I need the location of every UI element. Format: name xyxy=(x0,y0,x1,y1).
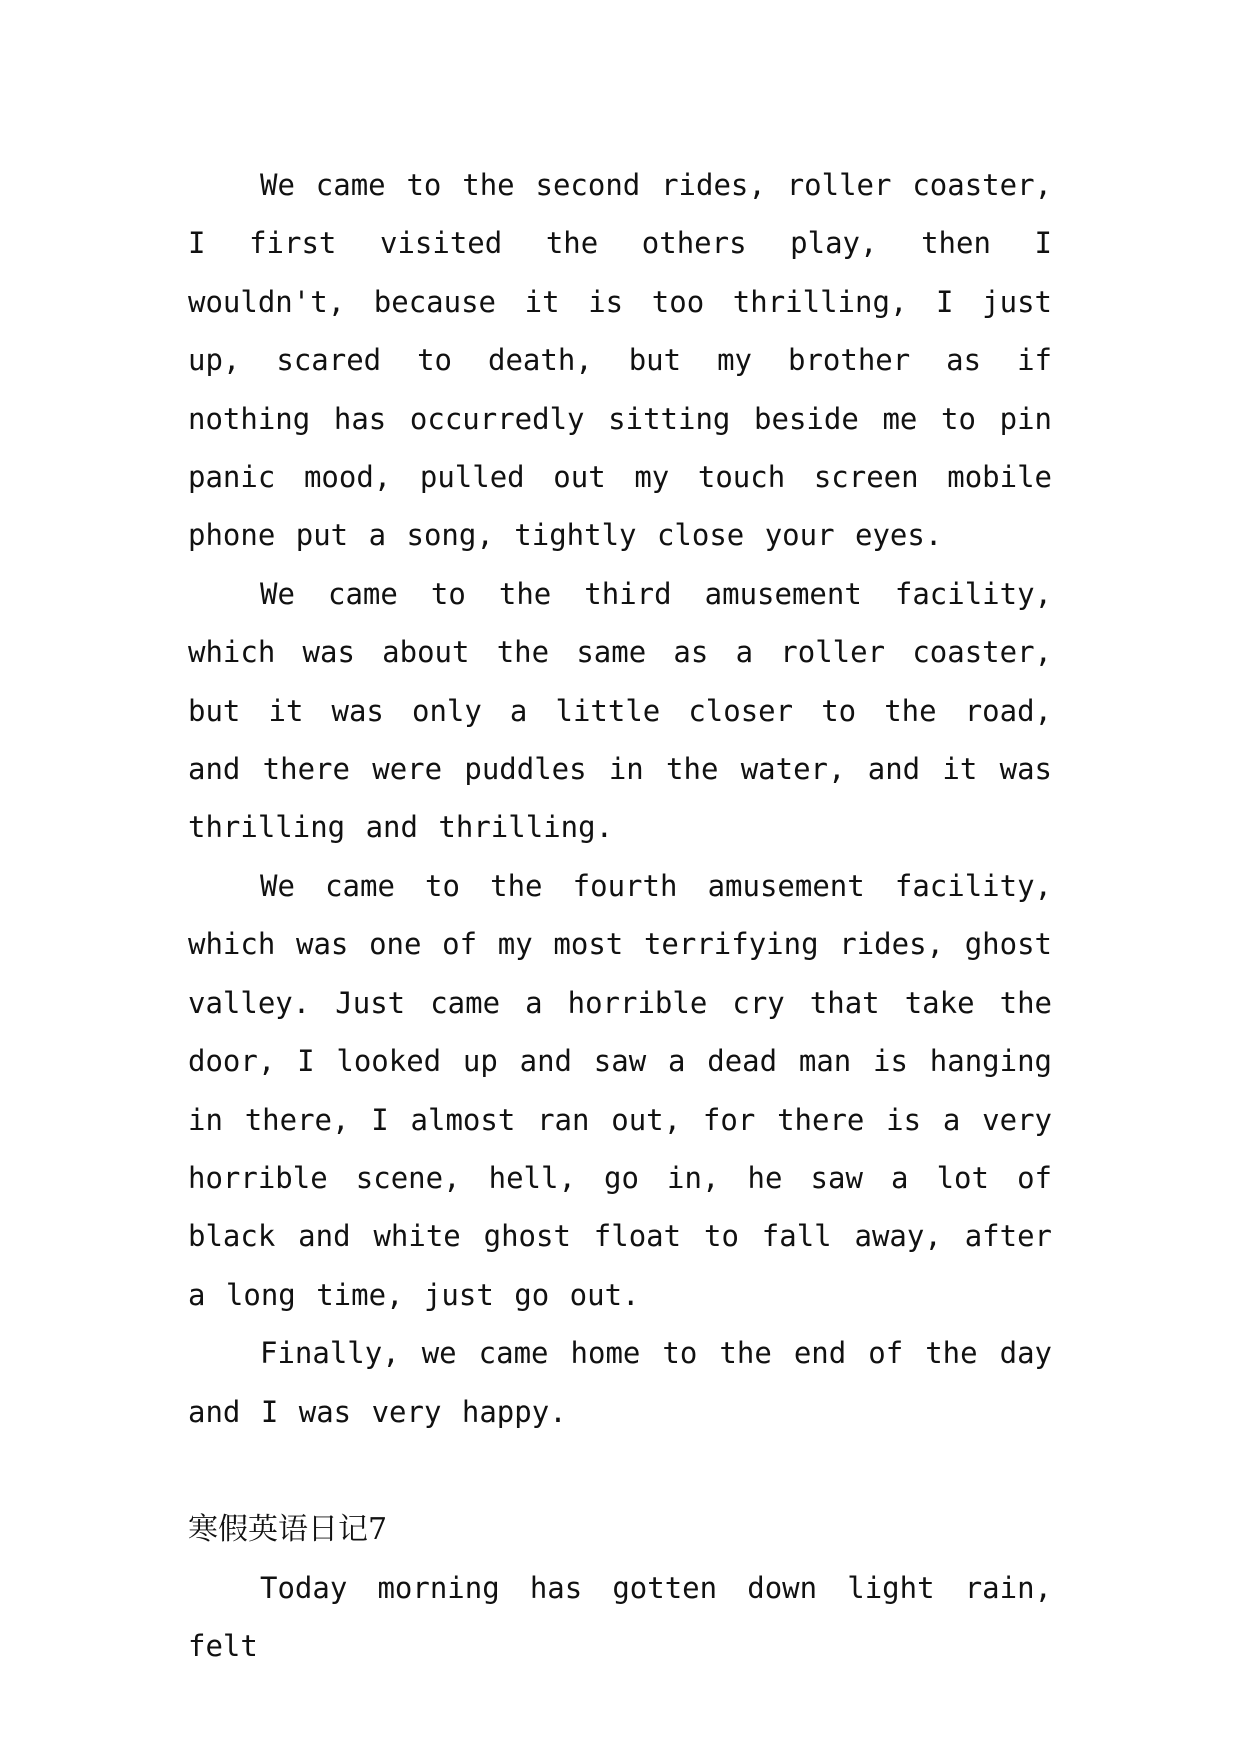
paragraph-ghost-valley: We came to the fourth amusement facility, which was one of my most terrifying rides, ghost valley. Just came a horrible cry that take the door, I looked up and saw a dead man is hanging in there, I almost ran out, for there is a very horrible scene, hell, go in, he saw a lot of black and white ghost float to fall away, after a long time, just go out. xyxy=(188,868,1052,1312)
paragraph-third-facility: We came to the third amusement facility, which was about the same as a roller coaster, but it was only a little closer to the road, and there were puddles in the water, and it was thrilling and thrilling. xyxy=(188,576,1052,845)
paragraph-roller-coaster: We came to the second rides, roller coaster, I first visited the others play, then I wouldn't, because it is too thrilling, I just up, scared to death, but my brother as if nothing has occurredly sitting beside me to pin panic mood, pulled out my touch screen mobile phone put a song, tightly close your eyes. xyxy=(188,168,1052,553)
paragraph-today-morning: Today morning has gotten down light rain, felt xyxy=(188,1570,1052,1664)
document-body xyxy=(188,156,1052,1676)
section-heading: 寒假英语日记7 xyxy=(188,1511,388,1547)
paragraph-finally: Finally, we came home to the end of the day and I was very happy. xyxy=(188,1336,1052,1429)
